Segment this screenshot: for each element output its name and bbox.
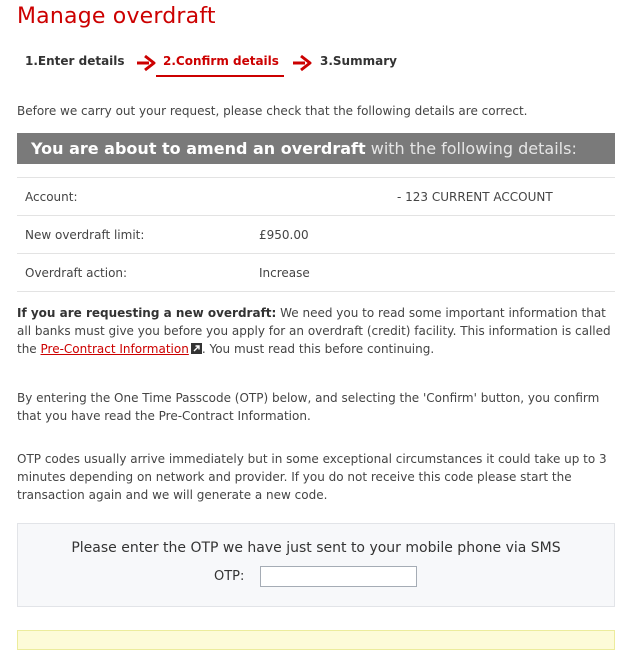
step-arrow-icon <box>135 52 157 74</box>
page-title: Manage overdraft <box>17 4 216 29</box>
detail-label: New overdraft limit: <box>25 228 145 242</box>
external-link-icon[interactable] <box>191 343 202 354</box>
detail-row-action <box>17 253 615 292</box>
otp-input[interactable] <box>260 566 417 587</box>
step-arrow-icon <box>291 52 313 74</box>
info-text-1: We need you to read some important information that all banks must give you before you apply for an overdraft (credit) facility. This information is called the <box>17 306 611 356</box>
notice-box <box>17 630 615 650</box>
detail-row-limit <box>17 215 615 253</box>
step-enter-details: 1.Enter details <box>25 54 125 68</box>
detail-row-account <box>17 177 615 215</box>
step-summary: 3.Summary <box>320 54 397 68</box>
otp-label: OTP: <box>214 569 245 584</box>
confirm-text: By entering the One Time Passcode (OTP) below, and selecting the 'Confirm' button, you confirm that you have read the Pre-Contract Information. <box>17 391 600 423</box>
otp-panel <box>17 523 615 607</box>
otp-prompt: Please enter the OTP we have just sent to your mobile phone via SMS <box>71 540 561 556</box>
intro-text: Before we carry out your request, please check that the following details are correct. <box>17 104 528 118</box>
active-step-underline <box>156 75 284 77</box>
pre-contract-info-link[interactable]: Pre-Contract Information <box>40 342 189 356</box>
detail-label: Overdraft action: <box>25 266 128 280</box>
progress-steps <box>17 52 617 80</box>
otp-info-text: OTP codes usually arrive immediately but in some exceptional circumstances it could take up to 3 minutes depending on network and provider. If you do not receive this code please start the transaction again and we will generate a new code. <box>17 452 607 502</box>
details-banner <box>17 133 615 164</box>
banner-bold-text: You are about to amend an overdraft <box>31 139 366 158</box>
info-text-2: . You must read this before continuing. <box>201 342 435 356</box>
pre-contract-info-text <box>17 304 615 358</box>
details-table <box>17 177 615 292</box>
detail-value: £950.00 <box>259 228 309 242</box>
info-bold-text: If you are requesting a new overdraft: <box>17 306 277 320</box>
banner-rest-text: with the following details: <box>365 139 577 158</box>
detail-label: Account: <box>25 190 78 204</box>
detail-value: - 123 CURRENT ACCOUNT <box>397 190 553 204</box>
detail-value: Increase <box>259 266 310 280</box>
step-confirm-details: 2.Confirm details <box>163 54 279 68</box>
